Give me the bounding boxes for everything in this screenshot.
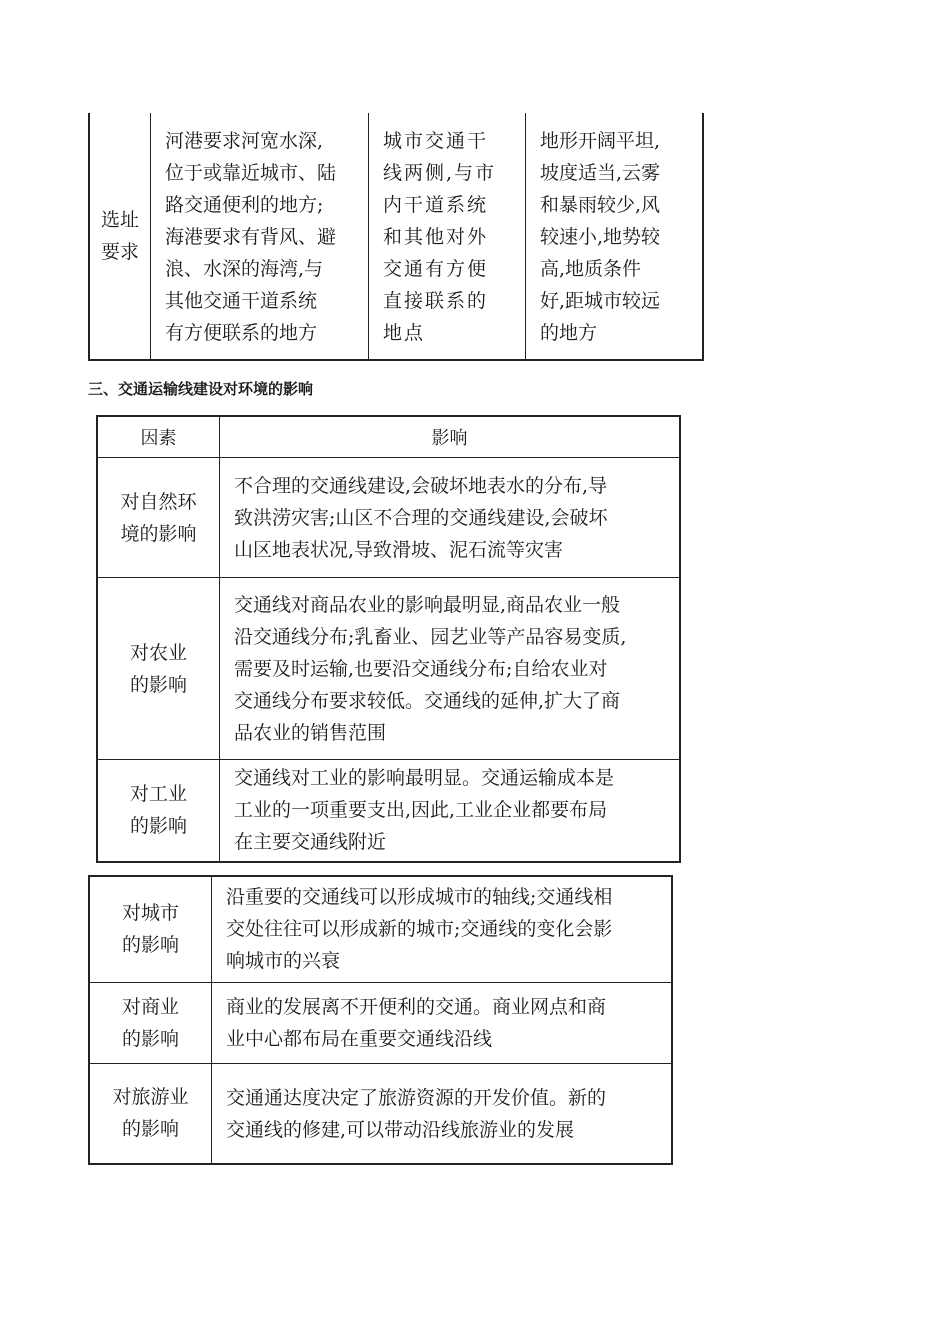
text-line: 的影响 [121, 934, 179, 957]
text-line: 路交通便利的地方; [165, 194, 324, 216]
impact-cell [220, 578, 681, 760]
text-line: 在主要交通线附近 [234, 831, 387, 854]
text-line: 河港要求河宽水深, [165, 130, 324, 152]
text-line: 对自然环 [120, 490, 197, 513]
text-line: 业中心都布局在重要交通线沿线 [226, 1027, 493, 1050]
text-line: 品农业的销售范围 [234, 721, 387, 744]
text-line: 需要及时运输,也要沿交通线分布;自给农业对 [234, 657, 608, 680]
text-line: 有方便联系的地方 [165, 322, 318, 344]
text-line: 的影响 [129, 673, 187, 696]
impact-table-continued [88, 875, 673, 1165]
text-line: 交处往往可以形成新的城市;交通线的变化会影 [226, 918, 613, 941]
header-impact: 影响 [220, 416, 681, 458]
text-line: 交通线分布要求较低。交通线的延伸,扩大了商 [234, 689, 621, 712]
table-row [97, 760, 680, 862]
text-line: 内干道系统 [383, 194, 489, 216]
table-row [89, 982, 672, 1063]
station-requirements-cell [369, 113, 526, 360]
impact-cell [212, 876, 673, 982]
text-line: 位于或靠近城市、陆 [165, 162, 337, 184]
factor-cell [97, 578, 220, 760]
text-line: 地点 [383, 322, 426, 344]
table-row [97, 458, 680, 578]
text-line: 和其他对外 [383, 226, 489, 248]
text-line: 工业的一项重要支出,因此,工业企业都要布局 [234, 799, 608, 822]
factor-cell [97, 760, 220, 862]
table-row [89, 113, 703, 360]
table-row [89, 1063, 672, 1164]
text-line: 对旅游业 [112, 1086, 189, 1109]
impact-cell [220, 760, 681, 862]
impact-cell [212, 1063, 673, 1164]
site-requirements-table [88, 113, 704, 361]
text-line: 对工业 [129, 783, 187, 806]
row-label-line: 要求 [100, 241, 139, 263]
header-factor: 因素 [97, 416, 220, 458]
table-header-row [97, 416, 680, 458]
text-line: 直接联系的 [383, 290, 489, 312]
table-row [89, 876, 672, 982]
text-line: 交通有方便 [383, 258, 489, 280]
text-line: 坡度适当,云雾 [540, 162, 661, 184]
row-label-site-requirements [89, 113, 151, 360]
impact-cell [212, 982, 673, 1063]
section-heading: 三、交通运输线建设对环境的影响 [88, 380, 314, 398]
text-line: 交通线对工业的影响最明显。交通运输成本是 [234, 767, 615, 790]
row-label-line: 选址 [100, 209, 139, 231]
text-line: 和暴雨较少,风 [540, 194, 661, 216]
text-line: 的影响 [121, 1027, 179, 1050]
text-line: 对农业 [129, 641, 187, 664]
impact-cell [220, 458, 681, 578]
text-line: 交通通达度决定了旅游资源的开发价值。新的 [226, 1086, 607, 1109]
text-line: 较速小,地势较 [540, 226, 661, 248]
text-line: 对城市 [121, 902, 179, 925]
impact-table [96, 415, 681, 863]
factor-cell [89, 1063, 212, 1164]
text-line: 山区地表状况,导致滑坡、泥石流等灾害 [234, 538, 564, 561]
factor-cell [89, 982, 212, 1063]
text-line: 海港要求有背风、避 [165, 226, 337, 248]
text-line: 其他交通干道系统 [165, 290, 318, 312]
text-line: 致洪涝灾害;山区不合理的交通线建设,会破坏 [234, 506, 608, 529]
text-line: 境的影响 [120, 522, 197, 545]
text-line: 交通线对商品农业的影响最明显,商品农业一般 [234, 593, 621, 616]
text-line: 交通线的修建,可以带动沿线旅游业的发展 [226, 1118, 575, 1141]
factor-cell [97, 458, 220, 578]
text-line: 沿交通线分布;乳畜业、园艺业等产品容易变质, [234, 625, 627, 648]
text-line: 高,地质条件 [540, 258, 642, 280]
factor-cell [89, 876, 212, 982]
text-line: 的影响 [129, 815, 187, 838]
text-line: 对商业 [121, 995, 179, 1018]
airport-requirements-cell [526, 113, 704, 360]
text-line: 不合理的交通线建设,会破坏地表水的分布,导 [234, 474, 608, 497]
text-line: 响城市的兴衰 [226, 950, 341, 973]
text-line: 地形开阔平坦, [540, 130, 661, 152]
text-line: 的地方 [540, 322, 598, 344]
table-row [97, 578, 680, 760]
text-line: 商业的发展离不开便利的交通。商业网点和商 [226, 995, 607, 1018]
text-line: 浪、水深的海湾,与 [165, 258, 324, 280]
text-line: 城市交通干 [383, 130, 489, 152]
text-line: 线两侧,与市 [383, 162, 497, 184]
text-line: 的影响 [121, 1118, 179, 1141]
port-requirements-cell [151, 113, 369, 360]
text-line: 沿重要的交通线可以形成城市的轴线;交通线相 [226, 886, 613, 909]
text-line: 好,距城市较远 [540, 290, 661, 312]
